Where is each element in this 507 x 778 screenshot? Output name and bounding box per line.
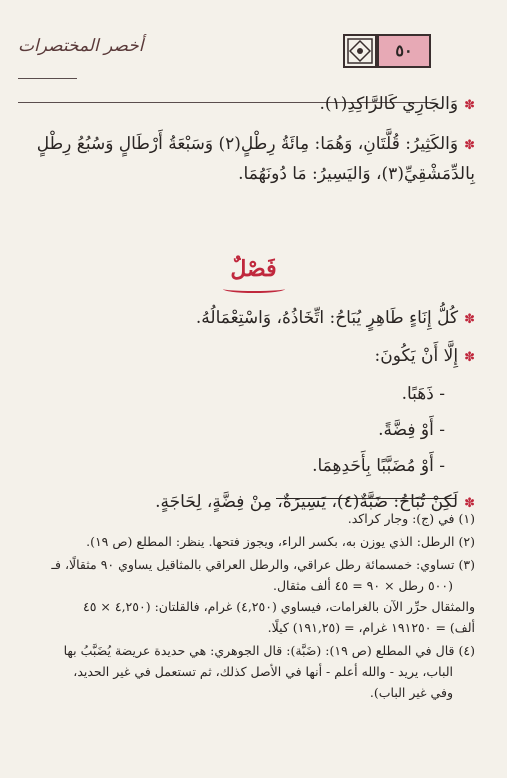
ornament-icon bbox=[343, 34, 377, 68]
star-icon: ✽ bbox=[464, 98, 475, 113]
section-heading: فَصْلٌ bbox=[230, 256, 277, 282]
paragraph-1 bbox=[35, 90, 475, 120]
footnote-1: (١)في (ج): وجار كراكد. bbox=[347, 511, 475, 526]
list-item: - ذَهَبًا. bbox=[401, 384, 445, 404]
footnote-separator bbox=[276, 498, 456, 499]
page-number: ٥٠ bbox=[377, 34, 431, 68]
footnote-3: (٣)تساوي: خمسمائة رطل عراقي، والرطل العراقي بالمثاقيل يساوي ٩٠ مثقالًا، فـ (٥٠٠ رطل × ٩٠ = ٤٥ ألف مثقال. والمثقال حرِّر الآن بالغرامات، فيساوي (٤,٢٥٠) غرام، فالقلتان: (٤,٢٥٠ × ٤٥ ألف) = ١٩١٢٥٠ غرام، = (١٩١,٢٥) كيلًا. bbox=[51, 557, 475, 635]
text-line: بِالدِّمَشْقِيِّ(٣)، وَاليَسِيرُ: مَا دُونَهُمَا. bbox=[238, 164, 475, 184]
list-item: - أَوْ مُضَبَّبًا بِأَحَدِهِمَا. bbox=[312, 456, 445, 476]
star-icon: ✽ bbox=[464, 496, 475, 511]
section-body bbox=[35, 300, 475, 522]
footnote-2: (٢)الرطل: الذي يوزن به، بكسر الراء، ويجوز فتحها. ينظر: المطلع (ص ١٩). bbox=[86, 534, 475, 549]
header-rule-left bbox=[18, 78, 77, 79]
heading-ornament bbox=[223, 285, 285, 293]
running-header bbox=[0, 28, 507, 76]
text-line: ✽كُلُّ إِنَاءٍ طَاهِرٍ يُبَاحُ: اتِّخَاذُهُ، وَاسْتِعْمَالُهُ. bbox=[195, 308, 475, 328]
paragraph-2 bbox=[35, 130, 475, 188]
list-item: - أَوْ فِضَّةً. bbox=[378, 420, 445, 440]
text-line: ✽وَالجَارِي كَالرَّاكِدِ(١). bbox=[319, 94, 475, 114]
star-icon: ✽ bbox=[464, 312, 475, 327]
footnote-4: (٤)قال في المطلع (ص ١٩): (ضَبَّة): قال الجوهري: هي حديدة عريضة يُضَبَّبُ بها الباب، يريد - والله أعلم - أنها في الأصل كذلك، ثم تستعمل في غير الحديد، وفي غير الباب). bbox=[63, 643, 475, 700]
book-title: أخصر المختصرات bbox=[18, 36, 144, 56]
footnotes bbox=[35, 508, 475, 705]
star-icon: ✽ bbox=[464, 138, 475, 153]
text-line: ✽لَكِنْ تُبَاحُ: ضَبَّةٌ(٤)، يَسِيرَةٌ، مِنْ فِضَّةٍ، لِحَاجَةٍ. bbox=[155, 492, 475, 512]
text-line: ✽وَالكَثِيرُ: قُلَّتَانِ، وَهُمَا: مِائَةُ رِطْلٍ(٢) وَسَبْعَةُ أَرْطَالٍ وَسُبُعُ رِطْلٍ bbox=[36, 134, 475, 154]
text-line: ✽إِلَّا أَنْ يَكُونَ: bbox=[374, 346, 475, 366]
star-icon: ✽ bbox=[464, 350, 475, 365]
